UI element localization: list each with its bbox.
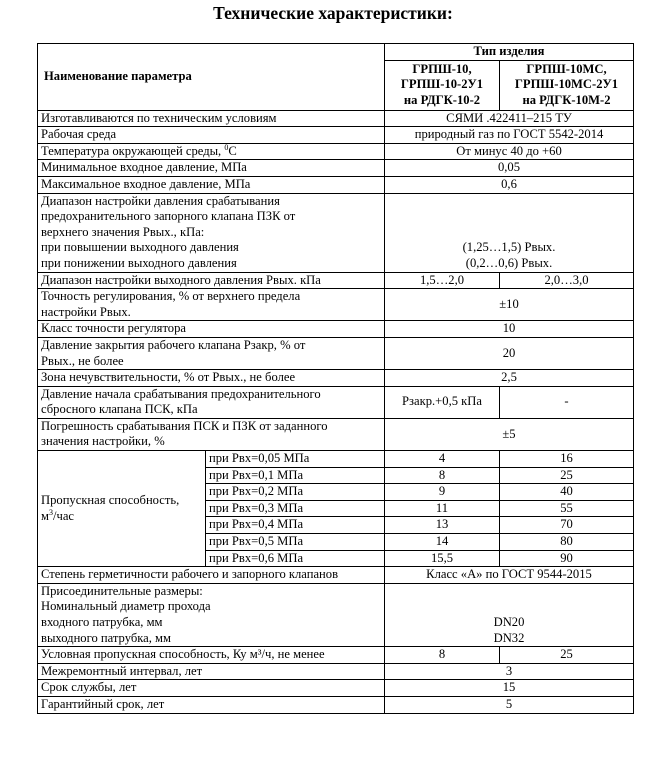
capacity-row (38, 451, 634, 468)
table-row (38, 386, 634, 418)
table-row (38, 160, 634, 177)
table-row (38, 370, 634, 387)
model-col1-header: ГРПШ-10, ГРПШ-10-2У1 на РДГК-10-2 (385, 60, 500, 110)
row-value: Класс «А» по ГОСТ 9544-2015 (385, 567, 634, 584)
param-name-header: Наименование параметра (38, 44, 385, 111)
capacity-condition: при Рвх=0,5 МПа (206, 534, 385, 551)
row-label: Изготавливаются по техническим условиям (38, 110, 385, 127)
capacity-value-col1: 8 (385, 467, 500, 484)
row-label: Максимальное входное давление, МПа (38, 176, 385, 193)
capacity-value-col2: 40 (500, 484, 634, 501)
row-label: Диапазон настройки давления срабатывания предохранительного запорного клапана ПЗК от верхнего значения Рвых., кПа: при повышении выходного давления при понижении выходного давления (38, 193, 385, 272)
row-value-col1: 8 (385, 647, 500, 664)
row-value: 2,5 (385, 370, 634, 387)
row-label: Температура окружающей среды, $^0$С (38, 143, 385, 160)
row-label: Степень герметичности рабочего и запорного клапанов (38, 567, 385, 584)
header-row (38, 44, 634, 61)
capacity-condition: при Рвх=0,4 МПа (206, 517, 385, 534)
row-value-col2: 25 (500, 647, 634, 664)
row-label: Гарантийный срок, лет (38, 696, 385, 713)
capacity-condition: при Рвх=0,2 МПа (206, 484, 385, 501)
row-label: Зона нечувствительности, % от Рвых., не более (38, 370, 385, 387)
table-row (38, 583, 634, 646)
capacity-condition: при Рвх=0,6 МПа (206, 550, 385, 567)
table-row (38, 176, 634, 193)
row-label: Класс точности регулятора (38, 321, 385, 338)
table-row (38, 289, 634, 321)
row-value: От минус 40 до +60 (385, 143, 634, 160)
row-label: Условная пропускная способность, Ку м³/ч, не менее (38, 647, 385, 664)
row-label: Давление закрытия рабочего клапана Рзакр, % от Рвых., не более (38, 337, 385, 369)
capacity-value-col2: 70 (500, 517, 634, 534)
capacity-value-col1: 13 (385, 517, 500, 534)
capacity-value-col1: 14 (385, 534, 500, 551)
table-row (38, 143, 634, 160)
row-value: 3 (385, 663, 634, 680)
capacity-value-col2: 16 (500, 451, 634, 468)
row-label: Срок службы, лет (38, 680, 385, 697)
capacity-value-col1: 9 (385, 484, 500, 501)
row-value: 20 (385, 337, 634, 369)
row-value-col2: 2,0…3,0 (500, 272, 634, 289)
capacity-condition: при Рвх=0,1 МПа (206, 467, 385, 484)
row-value: ±5 (385, 418, 634, 450)
row-label: Минимальное входное давление, МПа (38, 160, 385, 177)
row-value: 0,05 (385, 160, 634, 177)
row-label: Погрешность срабатывания ПСК и ПЗК от заданного значения настройки, % (38, 418, 385, 450)
table-row (38, 647, 634, 664)
row-label: Диапазон настройки выходного давления Рвых. кПа (38, 272, 385, 289)
row-value: DN20 DN32 (385, 583, 634, 646)
capacity-value-col2: 80 (500, 534, 634, 551)
row-label: Присоединительные размеры: Номинальный диаметр прохода входного патрубка, мм выходного патрубка, мм (38, 583, 385, 646)
row-value: 0,6 (385, 176, 634, 193)
capacity-label: Пропускная способность, $м^3$/час (38, 451, 206, 567)
table-row (38, 127, 634, 144)
capacity-value-col1: 15,5 (385, 550, 500, 567)
table-row (38, 337, 634, 369)
row-value: 5 (385, 696, 634, 713)
table-row (38, 680, 634, 697)
row-value: СЯМИ .422411–215 ТУ (385, 110, 634, 127)
table-row (38, 567, 634, 584)
table-row (38, 696, 634, 713)
capacity-condition: при Рвх=0,3 МПа (206, 500, 385, 517)
row-value: 15 (385, 680, 634, 697)
capacity-value-col2: 90 (500, 550, 634, 567)
specs-table (37, 43, 634, 714)
table-row (38, 110, 634, 127)
table-row (38, 663, 634, 680)
row-value-col1: Рзакр.+0,5 кПа (385, 386, 500, 418)
row-label: Межремонтный интервал, лет (38, 663, 385, 680)
table-row (38, 193, 634, 272)
model-col2-header: ГРПШ-10МС, ГРПШ-10МС-2У1 на РДГК-10М-2 (500, 60, 634, 110)
type-group-header: Тип изделия (385, 44, 634, 61)
row-value: (1,25…1,5) Рвых. (0,2…0,6) Рвых. (385, 193, 634, 272)
capacity-value-col2: 55 (500, 500, 634, 517)
capacity-value-col2: 25 (500, 467, 634, 484)
row-label: Рабочая среда (38, 127, 385, 144)
table-row (38, 272, 634, 289)
table-row (38, 321, 634, 338)
row-label: Давление начала срабатывания предохранительного сбросного клапана ПСК, кПа (38, 386, 385, 418)
row-value: природный газ по ГОСТ 5542-2014 (385, 127, 634, 144)
row-value-col2: - (500, 386, 634, 418)
capacity-condition: при Рвх=0,05 МПа (206, 451, 385, 468)
row-value: 10 (385, 321, 634, 338)
capacity-value-col1: 11 (385, 500, 500, 517)
row-value-col1: 1,5…2,0 (385, 272, 500, 289)
page-title: Технические характеристики: (213, 3, 453, 23)
row-value: ±10 (385, 289, 634, 321)
capacity-value-col1: 4 (385, 451, 500, 468)
row-label: Точность регулирования, % от верхнего предела настройки Рвых. (38, 289, 385, 321)
table-row (38, 418, 634, 450)
